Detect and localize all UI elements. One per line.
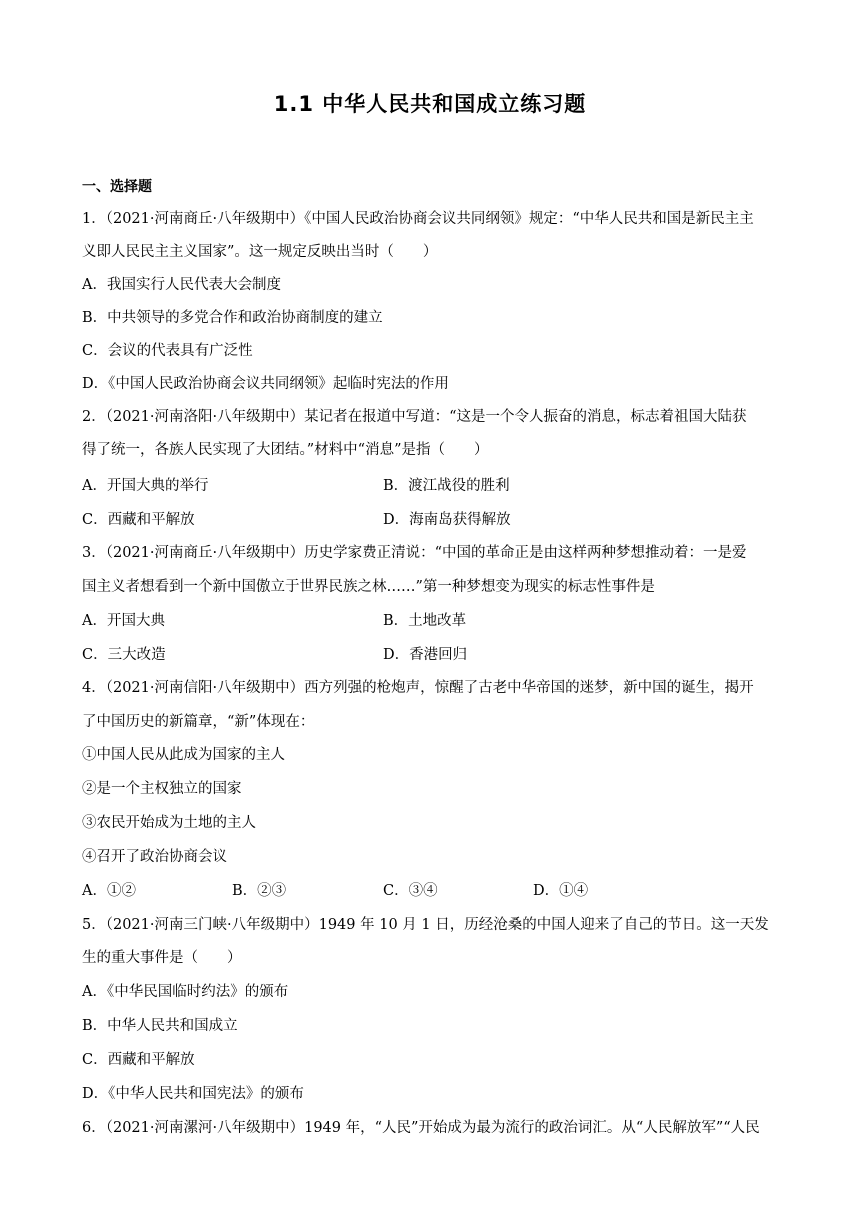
- question-4-stem-line-1: 4．（2021·河南信阳·八年级期中）西方列强的枪炮声，惊醒了古老中华帝国的迷梦，新中国的诞生，揭开: [82, 680, 754, 696]
- question-4-option-d: D．①④: [533, 883, 589, 899]
- question-1-stem-line-1: 1．（2021·河南商丘·八年级期中）《中国人民政治协商会议共同纲领》规定：“中华人民共和国是新民主主: [82, 211, 754, 227]
- question-4-option-b: B．②③: [232, 883, 287, 899]
- question-4-statement-2: ②是一个主权独立的国家: [82, 781, 242, 797]
- section-heading: 一、选择题: [82, 179, 152, 195]
- question-4-statement-4: ④召开了政治协商会议: [82, 849, 227, 865]
- question-5-option-a: A．《中华民国临时约法》的颁布: [82, 984, 289, 1000]
- question-4-option-c: C．③④: [383, 883, 438, 899]
- question-1-option-c: C．会议的代表具有广泛性: [82, 343, 253, 359]
- question-3-option-d: D．香港回归: [383, 647, 468, 663]
- question-2-stem-line-1: 2．（2021·河南洛阳·八年级期中）某记者在报道中写道：“这是一个令人振奋的消息，标志着祖国大陆获: [82, 409, 747, 425]
- question-3-option-b: B．土地改革: [383, 613, 467, 629]
- question-3-option-a: A．开国大典: [82, 613, 165, 629]
- question-3-option-c: C．三大改造: [82, 647, 166, 663]
- question-4-stem-line-2: 了中国历史的新篇章，“新”体现在：: [82, 714, 315, 730]
- question-5-option-b: B．中华人民共和国成立: [82, 1018, 238, 1034]
- question-4-statement-1: ①中国人民从此成为国家的主人: [82, 747, 285, 763]
- question-5-option-d: D．《中华人民共和国宪法》的颁布: [82, 1086, 304, 1102]
- question-6-stem-line-1: 6．（2021·河南漯河·八年级期中）1949 年，“人民”开始成为最为流行的政治词汇。从“人民解放军”“人民: [82, 1120, 760, 1136]
- question-4-statement-3: ③农民开始成为土地的主人: [82, 815, 256, 831]
- question-5-stem-line-2: 生的重大事件是（ ）: [82, 950, 242, 966]
- document-title: 1.1 中华人民共和国成立练习题: [273, 92, 587, 116]
- question-3-stem-line-2: 国主义者想看到一个新中国傲立于世界民族之林……”第一种梦想变为现实的标志性事件是: [82, 579, 655, 595]
- question-2-stem-line-2: 得了统一，各族人民实现了大团结。”材料中“消息”是指（ ）: [82, 442, 489, 458]
- question-1-option-d: D．《中国人民政治协商会议共同纲领》起临时宪法的作用: [82, 376, 449, 392]
- question-4-option-a: A．①②: [82, 883, 136, 899]
- question-1-option-a: A．我国实行人民代表大会制度: [82, 277, 281, 293]
- question-2-option-a: A．开国大典的举行: [82, 478, 209, 494]
- question-1-option-b: B．中共领导的多党合作和政治协商制度的建立: [82, 310, 383, 326]
- question-1-stem-line-2: 义即人民民主主义国家”。这一规定反映出当时（ ）: [82, 244, 438, 260]
- question-2-option-b: B．渡江战役的胜利: [383, 478, 510, 494]
- question-2-option-d: D．海南岛获得解放: [383, 512, 511, 528]
- question-2-option-c: C．西藏和平解放: [82, 512, 195, 528]
- question-5-stem-line-1: 5．（2021·河南三门峡·八年级期中）1949 年 10 月 1 日，历经沧桑的中国人迎来了自己的节日。这一天发: [82, 917, 769, 933]
- question-5-option-c: C．西藏和平解放: [82, 1052, 195, 1068]
- question-3-stem-line-1: 3．（2021·河南商丘·八年级期中）历史学家费正清说：“中国的革命正是由这样两种梦想推动着：一是爱: [82, 545, 747, 561]
